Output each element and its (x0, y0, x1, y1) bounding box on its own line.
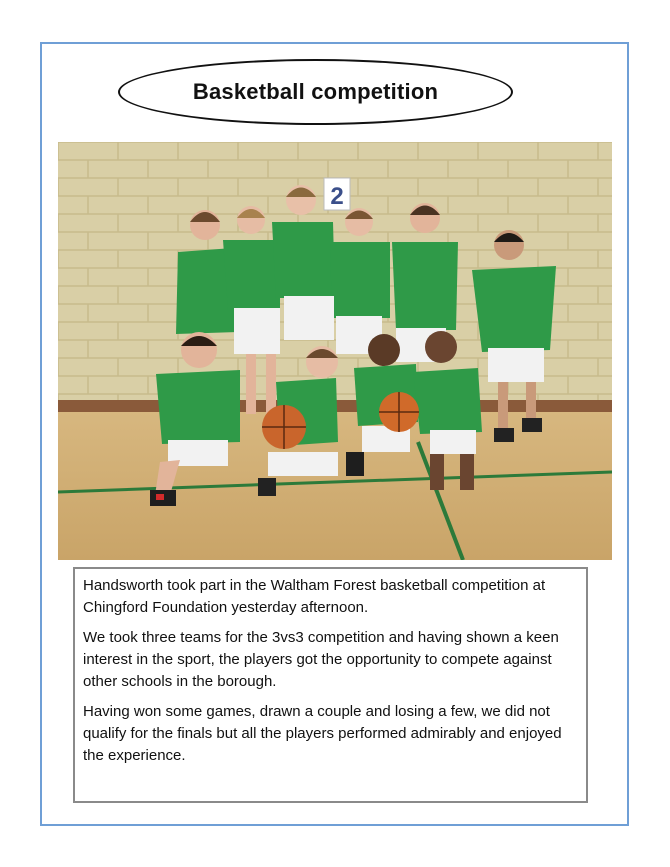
title-oval (118, 59, 513, 125)
caption-paragraph: Having won some games, drawn a couple and losing a few, we did not qualify for the finals but all the players performed admirably and enjoyed the experience. (83, 703, 562, 764)
team-photo (58, 142, 612, 560)
wall-number: 2 (330, 183, 344, 210)
page-title: Basketball competition (192, 79, 439, 104)
caption-paragraph: Handsworth took part in the Waltham Forest basketball competition at Chingford Foundation yesterday afternoon. (83, 577, 546, 616)
caption-paragraph: We took three teams for the 3vs3 competition and having shown a keen interest in the sport, the players got the opportunity to compete against other schools in the borough. (83, 629, 559, 690)
caption-box (73, 567, 588, 803)
